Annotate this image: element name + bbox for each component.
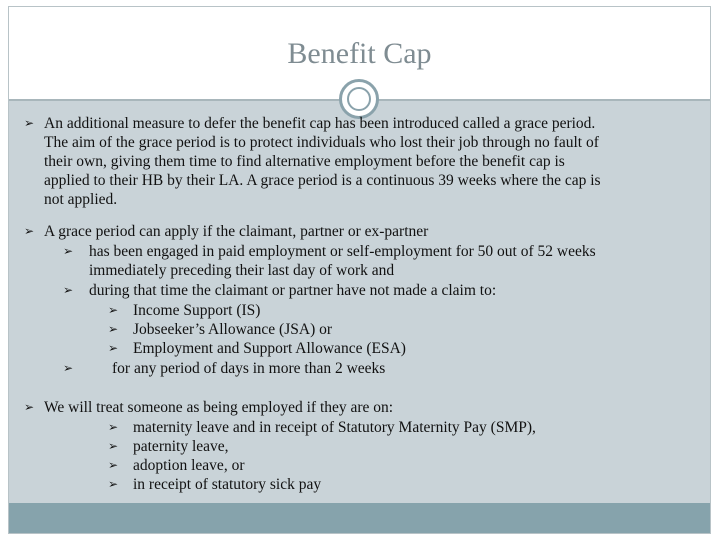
- bullet-arrow-icon: ➢: [24, 400, 35, 414]
- paragraph2-sub3: for any period of days in more than 2 weeks: [112, 360, 386, 377]
- bullet-arrow-icon: ➢: [108, 439, 119, 453]
- paragraph1-line: their own, giving them time to find alternative employment before the benefit cap is: [44, 153, 565, 170]
- paragraph2-sub2: during that time the claimant or partner have not made a claim to:: [89, 282, 497, 299]
- claim-item: Employment and Support Allowance (ESA): [133, 340, 406, 357]
- bullet-arrow-icon: ➢: [108, 303, 119, 317]
- claim-item: Jobseeker’s Allowance (JSA) or: [133, 321, 333, 338]
- bullet-arrow-icon: ➢: [108, 420, 119, 434]
- paragraph2-sub1-line: has been engaged in paid employment or self-employment for 50 out of 52 weeks: [89, 243, 596, 260]
- bullet-arrow-icon: ➢: [24, 116, 35, 130]
- paragraph1-line: The aim of the grace period is to protect individuals who lost their job through no fault of: [44, 134, 599, 151]
- bullet-arrow-icon: ➢: [108, 477, 119, 491]
- paragraph1-line: An additional measure to defer the benefit cap has been introduced called a grace period.: [44, 115, 596, 132]
- employment-item: paternity leave,: [133, 438, 229, 455]
- paragraph2-sub1-line: immediately preceding their last day of work and: [89, 262, 395, 279]
- bullet-arrow-icon: ➢: [63, 283, 74, 297]
- paragraph2-lead: A grace period can apply if the claimant, partner or ex-partner: [44, 223, 429, 240]
- paragraph1-line: not applied.: [44, 191, 118, 208]
- employment-item: adoption leave, or: [133, 457, 245, 474]
- slide-title: Benefit Cap: [287, 37, 432, 70]
- paragraph1-line: applied to their HB by their LA. A grace period is a continuous 39 weeks where the cap is: [44, 172, 601, 189]
- bullet-arrow-icon: ➢: [108, 458, 119, 472]
- bullet-arrow-icon: ➢: [63, 244, 74, 258]
- employment-item: in receipt of statutory sick pay: [133, 476, 322, 493]
- employment-item: maternity leave and in receipt of Statutory Maternity Pay (SMP),: [133, 419, 536, 436]
- paragraph3-lead: We will treat someone as being employed if they are on:: [44, 399, 394, 416]
- claim-item: Income Support (IS): [133, 302, 261, 319]
- bullet-arrow-icon: ➢: [63, 361, 74, 375]
- bullet-arrow-icon: ➢: [108, 322, 119, 336]
- bullet-arrow-icon: ➢: [24, 224, 35, 238]
- bullet-arrow-icon: ➢: [108, 341, 119, 355]
